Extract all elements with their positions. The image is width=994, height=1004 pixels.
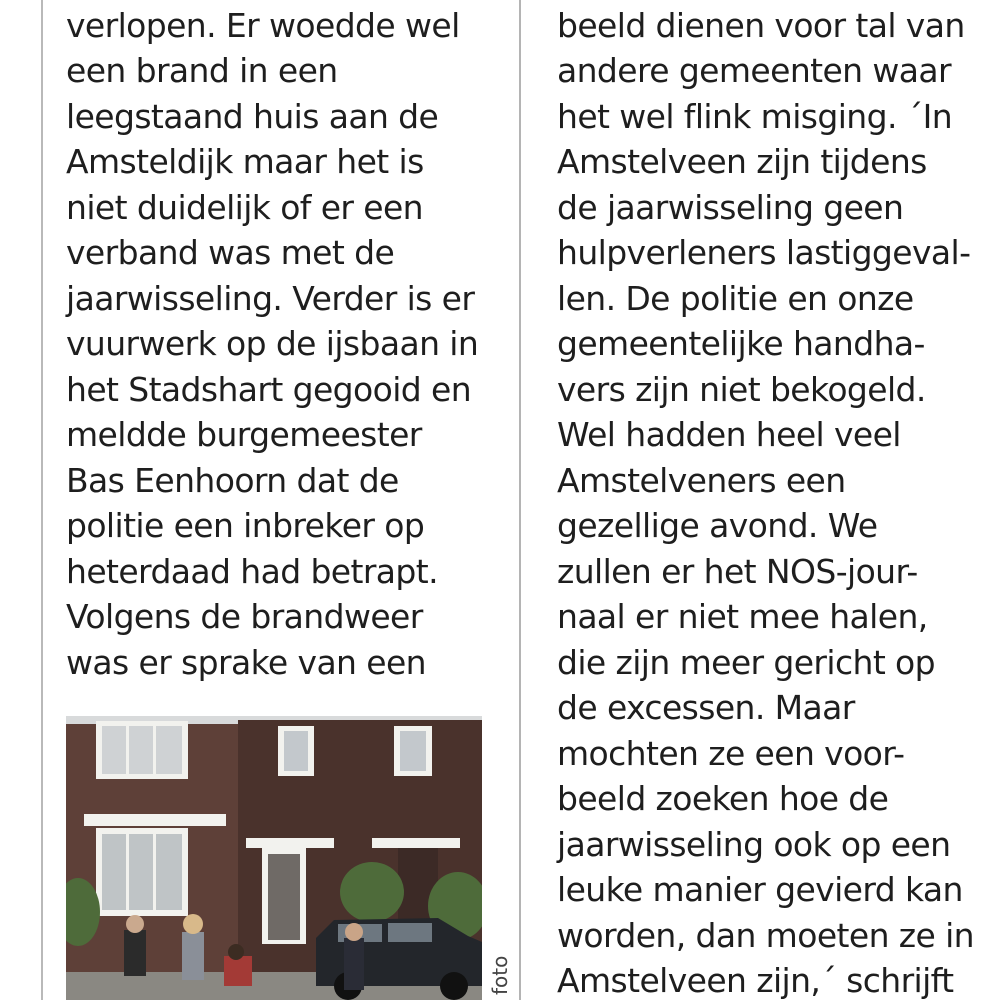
photo-window-pane (129, 726, 153, 774)
photo-window-pane (129, 834, 153, 910)
photo-illustration (66, 716, 482, 1000)
text-line: een brand in een (66, 51, 338, 90)
news-photo (66, 716, 482, 1000)
photo-window-pane (284, 731, 308, 771)
text-line: gezellige avond. We (557, 506, 878, 545)
photo-person (224, 956, 252, 986)
photo-window-pane (156, 726, 182, 774)
text-line: zullen er het NOS-jour- (557, 551, 918, 591)
photo-window-pane (156, 834, 182, 910)
photo-person-head (126, 915, 144, 933)
column-rule-left (41, 0, 43, 1000)
text-line: beeld dienen voor tal van (557, 5, 965, 45)
text-line: vers zijn niet bekogeld. (557, 369, 926, 409)
text-line: meldde burgemeester (66, 415, 422, 454)
text-line: Volgens de brandweer (66, 597, 423, 636)
photo-ledge (84, 814, 226, 826)
text-line: mochten ze een voor- (557, 733, 905, 773)
text-line: leegstaand huis aan de (66, 96, 439, 136)
text-line: Amstelveners een (557, 460, 846, 500)
photo-person-head (345, 923, 363, 941)
text-line: hulpverleners lastiggeval- (557, 233, 971, 272)
photo-window-pane (102, 726, 126, 774)
left-text-column (66, 0, 478, 685)
text-line: Amsteldijk maar het is (66, 142, 424, 181)
text-line: naal er niet mee halen, (557, 597, 928, 636)
text-line: andere gemeenten waar (557, 51, 951, 90)
photo-window-pane (102, 834, 126, 910)
text-line: het Stadshart gegooid en (66, 369, 472, 409)
photo-car-wheel (440, 972, 468, 1000)
photo-person (344, 938, 364, 990)
text-line: verband was met de (66, 233, 395, 272)
text-line: de excessen. Maar (557, 688, 855, 727)
text-line: len. De politie en onze (557, 278, 914, 318)
text-line: heterdaad had betrapt. (66, 551, 439, 591)
text-line: gemeentelijke handha- (557, 324, 925, 363)
text-line: beeld zoeken hoe de (557, 779, 889, 818)
text-line: niet duidelijk of er een (66, 187, 423, 227)
text-line: jaarwisseling. Verder is er (66, 278, 475, 318)
photo-person-head (183, 914, 203, 934)
photo-person-head (228, 944, 244, 960)
photo-car-window (388, 923, 432, 942)
photo-canopy (246, 838, 334, 848)
text-line: vuurwerk op de ijsbaan in (66, 324, 479, 363)
photo-person (182, 932, 204, 980)
text-line: worden, dan moeten ze in (557, 915, 974, 955)
photo-credit: foto (488, 955, 512, 995)
text-line: het wel flink misging. ´In (557, 96, 953, 136)
text-line: de jaarwisseling geen (557, 187, 904, 227)
text-line: was er sprake van een (66, 642, 426, 682)
column-rule-middle (519, 0, 521, 1000)
photo-window-pane (400, 731, 426, 771)
text-line: Bas Eenhoorn dat de (66, 460, 399, 500)
text-line: Amstelveen zijn,´ schrijft (557, 961, 954, 1000)
photo-door-panel (268, 854, 300, 940)
text-line: verlopen. Er woedde wel (66, 5, 460, 45)
photo-person (124, 930, 146, 976)
right-text-column (557, 0, 974, 1004)
text-line: leuke manier gevierd kan (557, 870, 963, 909)
text-line: die zijn meer gericht op (557, 642, 935, 682)
photo-canopy (372, 838, 460, 848)
photo-hedge (340, 862, 404, 922)
text-line: jaarwisseling ook op een (557, 824, 951, 864)
text-line: Wel hadden heel veel (557, 415, 901, 454)
text-line: politie een inbreker op (66, 506, 425, 545)
text-line: Amstelveen zijn tijdens (557, 142, 927, 181)
